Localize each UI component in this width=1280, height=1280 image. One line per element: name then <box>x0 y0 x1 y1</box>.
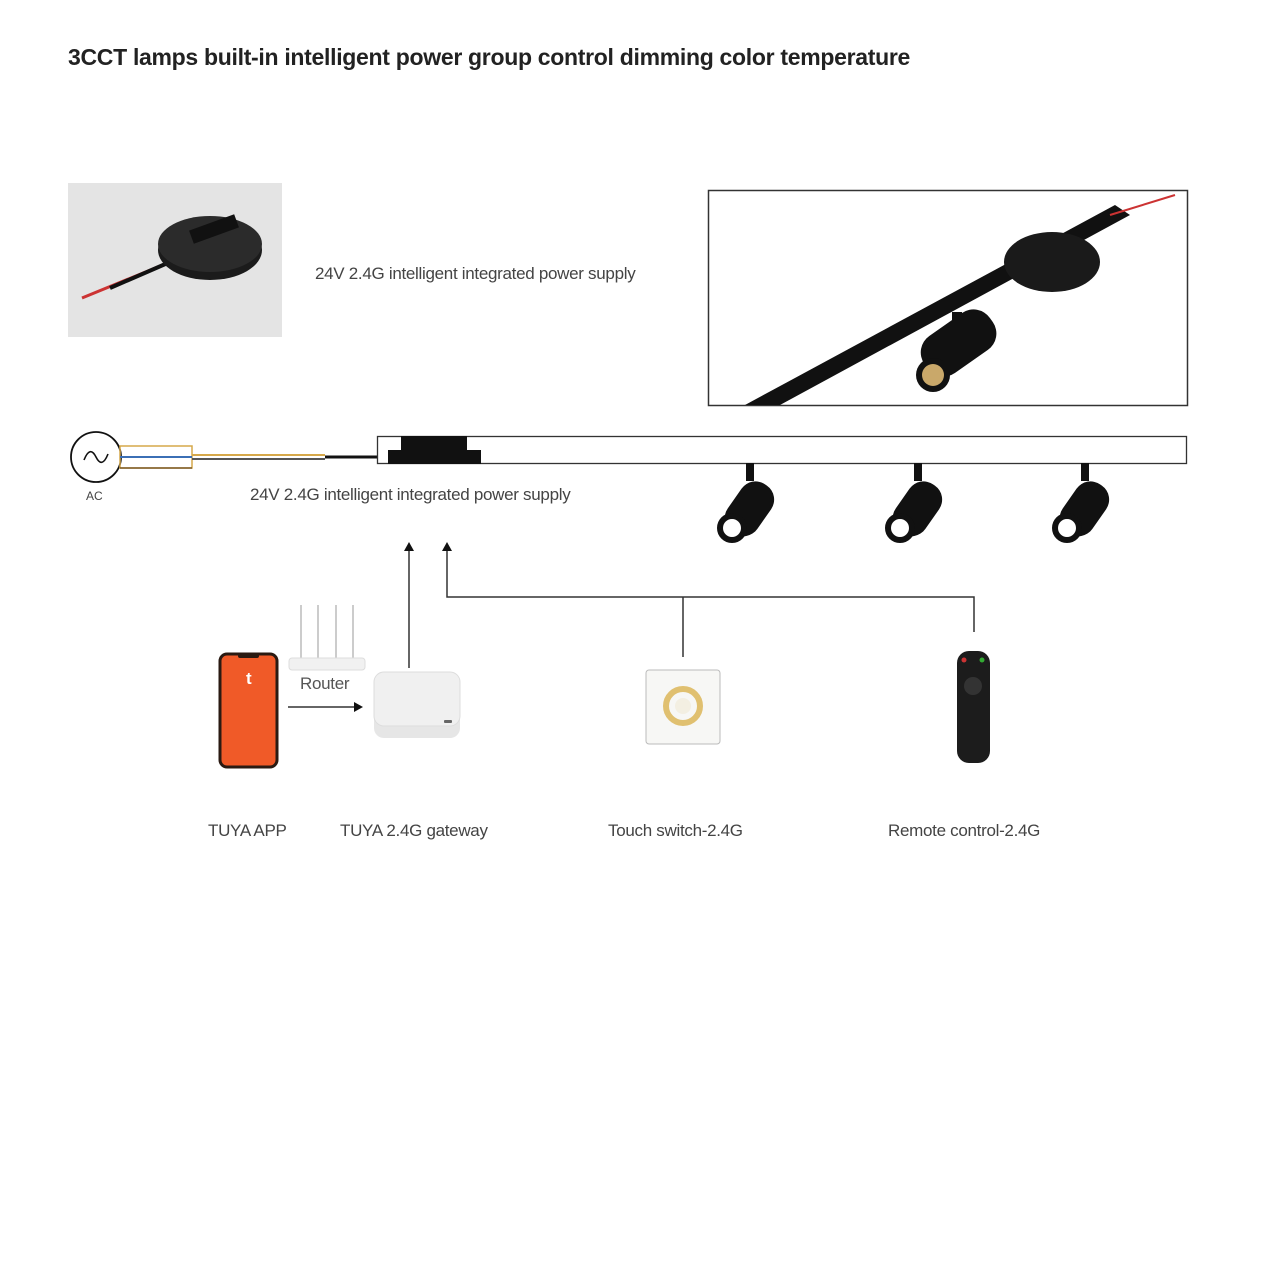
track-rail <box>378 436 1187 464</box>
device-label-tuya-app: TUYA APP <box>208 821 287 840</box>
remote-control-icon <box>957 651 990 763</box>
spotlight-icon <box>1053 463 1116 543</box>
spotlight-icon <box>886 463 949 543</box>
power-supply-photo <box>68 183 282 337</box>
device-label-gateway: TUYA 2.4G gateway <box>340 821 488 840</box>
track-light-photo <box>709 191 1188 406</box>
page-title: 3CCT lamps built-in intelligent power group control dimming color temperature <box>68 44 911 70</box>
router-label: Router <box>300 674 350 693</box>
router-icon <box>289 605 365 670</box>
ac-label: AC <box>86 489 103 503</box>
gateway-icon <box>374 672 460 738</box>
touch-switch-icon <box>646 670 720 744</box>
device-label-touch-switch: Touch switch-2.4G <box>608 821 743 840</box>
spotlights <box>718 463 1116 543</box>
ac-source-icon <box>71 432 121 482</box>
power-supply-label-bottom: 24V 2.4G intelligent integrated power supply <box>250 485 571 504</box>
device-label-remote: Remote control-2.4G <box>888 821 1041 840</box>
power-supply-label-top: 24V 2.4G intelligent integrated power supply <box>315 264 636 283</box>
tuya-logo: t <box>246 669 252 688</box>
wires <box>120 446 390 468</box>
spotlight-icon <box>718 463 781 543</box>
